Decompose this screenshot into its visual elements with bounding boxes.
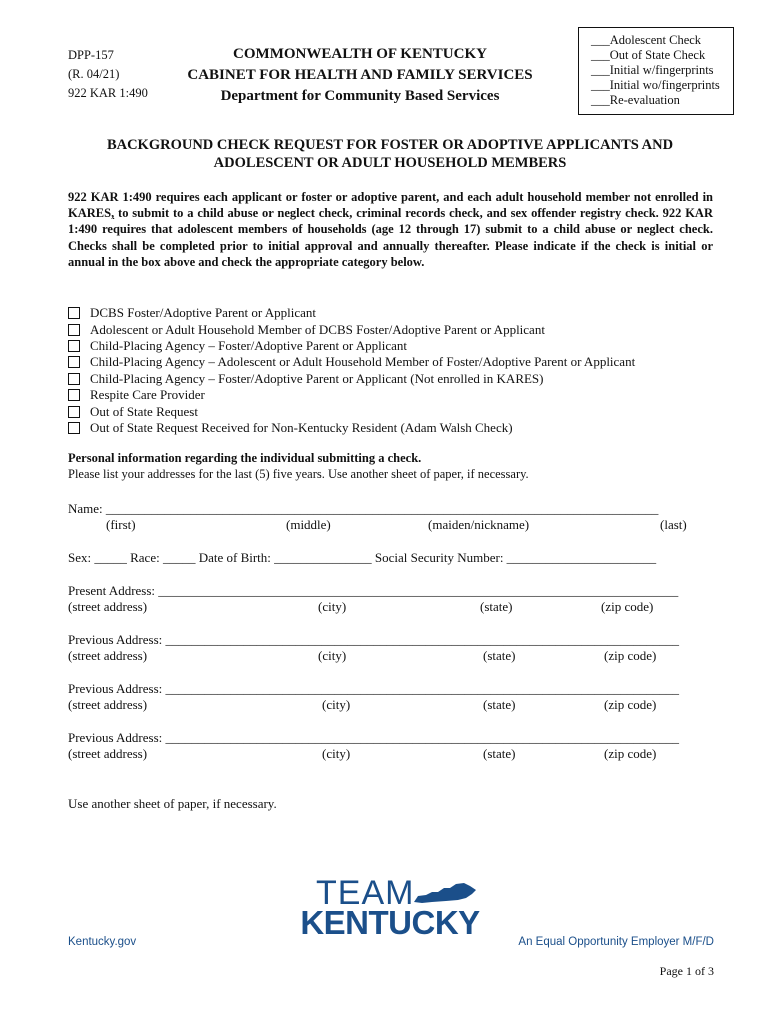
intro-paragraph xyxy=(68,189,713,270)
name-middle-caption: (middle) xyxy=(286,517,331,532)
personal-info-instruction: Please list your addresses for the last (5) five years. Use another sheet of paper, if necessary. xyxy=(68,467,529,481)
check-type-panel xyxy=(578,27,734,115)
category-checkbox[interactable] xyxy=(68,307,80,319)
category-checkbox[interactable] xyxy=(68,422,80,434)
category-item xyxy=(68,371,635,387)
category-item xyxy=(68,338,635,354)
category-checkbox[interactable] xyxy=(68,340,80,352)
category-checkbox[interactable] xyxy=(68,373,80,385)
intro-text-part-2: to submit to a child abuse or neglect check, criminal records check, and sex offender registry check. 922 KAR 1:490 requires that adolescent members of households (age 12 through 17) submit to a child abuse or neglect check. Checks shall be completed prior to initial approval and annually thereafter. Please indicate if the check is initial or annual in the box above and check the appropriate category below. xyxy=(68,206,713,269)
name-field[interactable]: Name: _____________________________________________________________________________________ xyxy=(68,501,659,516)
category-label: DCBS Foster/Adoptive Parent or Applicant xyxy=(90,305,317,321)
intro-text-part-1: 922 KAR 1:490 requires each applicant or foster or adoptive parent, and each adult household member not enrolled in KARES xyxy=(68,190,713,221)
address-zip-caption: (zip code) xyxy=(604,746,657,761)
check-type-adolescent[interactable]: ___Adolescent Check xyxy=(591,33,702,47)
category-label: Adolescent or Adult Household Member of DCBS Foster/Adoptive Parent or Applicant xyxy=(90,321,545,337)
address-state-caption: (state) xyxy=(483,648,516,663)
category-item xyxy=(68,354,635,370)
address-zip-caption: (zip code) xyxy=(604,648,657,663)
agency-line-3: Department for Community Based Services xyxy=(220,88,500,104)
form-title xyxy=(60,136,720,172)
agency-header xyxy=(170,44,550,107)
category-item xyxy=(68,387,635,403)
check-type-initial-with-fingerprints[interactable]: ___Initial w/fingerprints xyxy=(591,63,714,77)
personal-info-section xyxy=(68,450,529,482)
category-item xyxy=(68,321,635,337)
agency-line-1: COMMONWEALTH OF KENTUCKY xyxy=(233,46,487,62)
intro-comma: , xyxy=(111,206,115,221)
category-label: Out of State Request Received for Non-Kentucky Resident (Adam Walsh Check) xyxy=(90,419,513,435)
team-kentucky-logo xyxy=(300,874,480,941)
address-city-caption: (city) xyxy=(318,599,347,614)
category-item xyxy=(68,420,635,436)
name-last-caption: (last) xyxy=(660,517,687,532)
form-regulation: 922 KAR 1:490 xyxy=(68,86,148,100)
category-checkbox[interactable] xyxy=(68,356,80,368)
footer-employer-statement: An Equal Opportunity Employer M/F/D xyxy=(518,936,714,948)
check-type-re-evaluation[interactable]: ___Re-evaluation xyxy=(591,93,680,107)
address-state-caption: (state) xyxy=(483,697,516,712)
address-city-caption: (city) xyxy=(318,648,347,663)
previous-address-2-field[interactable]: Previous Address: _______________________________________________________________________________ xyxy=(68,681,679,696)
logo-word-team: TEAM xyxy=(316,874,415,912)
page-number: Page 1 of 3 xyxy=(659,964,714,978)
category-label: Child-Placing Agency – Adolescent or Adult Household Member of Foster/Adoptive Parent or Applicant xyxy=(90,354,636,370)
extra-sheet-note: Use another sheet of paper, if necessary. xyxy=(68,796,277,811)
kentucky-state-shape-icon xyxy=(412,880,478,906)
footer-website-link[interactable]: Kentucky.gov xyxy=(68,936,137,948)
category-checkbox[interactable] xyxy=(68,389,80,401)
address-state-caption: (state) xyxy=(480,599,513,614)
address-street-caption: (street address) xyxy=(68,648,148,663)
present-address-field[interactable]: Present Address: ________________________________________________________________________________ xyxy=(68,583,679,598)
address-street-caption: (street address) xyxy=(68,599,148,614)
address-zip-caption: (zip code) xyxy=(601,599,654,614)
address-city-caption: (city) xyxy=(322,697,351,712)
demographics-field[interactable]: Sex: _____ Race: _____ Date of Birth: _______________ Social Security Number: _______________________ xyxy=(68,550,657,565)
address-zip-caption: (zip code) xyxy=(604,697,657,712)
address-state-caption: (state) xyxy=(483,746,516,761)
category-label: Child-Placing Agency – Foster/Adoptive Parent or Applicant (Not enrolled in KARES) xyxy=(90,370,544,386)
category-label: Child-Placing Agency – Foster/Adoptive Parent or Applicant xyxy=(90,337,408,353)
name-maiden-caption: (maiden/nickname) xyxy=(428,517,530,532)
category-label: Out of State Request xyxy=(90,403,198,419)
category-item xyxy=(68,403,635,419)
category-item xyxy=(68,305,635,321)
category-label: Respite Care Provider xyxy=(90,387,205,403)
form-revision: (R. 04/21) xyxy=(68,67,120,81)
address-street-caption: (street address) xyxy=(68,697,148,712)
name-first-caption: (first) xyxy=(106,517,136,532)
form-number: DPP-157 xyxy=(68,48,114,62)
check-type-out-of-state[interactable]: ___Out of State Check xyxy=(591,48,706,62)
previous-address-3-field[interactable]: Previous Address: _______________________________________________________________________________ xyxy=(68,730,679,745)
address-street-caption: (street address) xyxy=(68,746,148,761)
form-title-line-2: ADOLESCENT OR ADULT HOUSEHOLD MEMBERS xyxy=(213,155,567,171)
category-checkbox[interactable] xyxy=(68,324,80,336)
logo-word-kentucky: KENTUCKY xyxy=(300,904,480,941)
agency-line-2: CABINET FOR HEALTH AND FAMILY SERVICES xyxy=(187,67,533,83)
category-checklist xyxy=(68,305,635,436)
form-title-line-1: BACKGROUND CHECK REQUEST FOR FOSTER OR ADOPTIVE APPLICANTS AND xyxy=(106,137,674,153)
address-city-caption: (city) xyxy=(322,746,351,761)
check-type-initial-without-fingerprints[interactable]: ___Initial wo/fingerprints xyxy=(591,78,720,92)
previous-address-1-field[interactable]: Previous Address: _______________________________________________________________________________ xyxy=(68,632,679,647)
logo-top-row xyxy=(300,874,480,912)
personal-info-heading: Personal information regarding the individual submitting a check. xyxy=(68,451,422,465)
form-identifier xyxy=(68,46,148,103)
category-checkbox[interactable] xyxy=(68,406,80,418)
